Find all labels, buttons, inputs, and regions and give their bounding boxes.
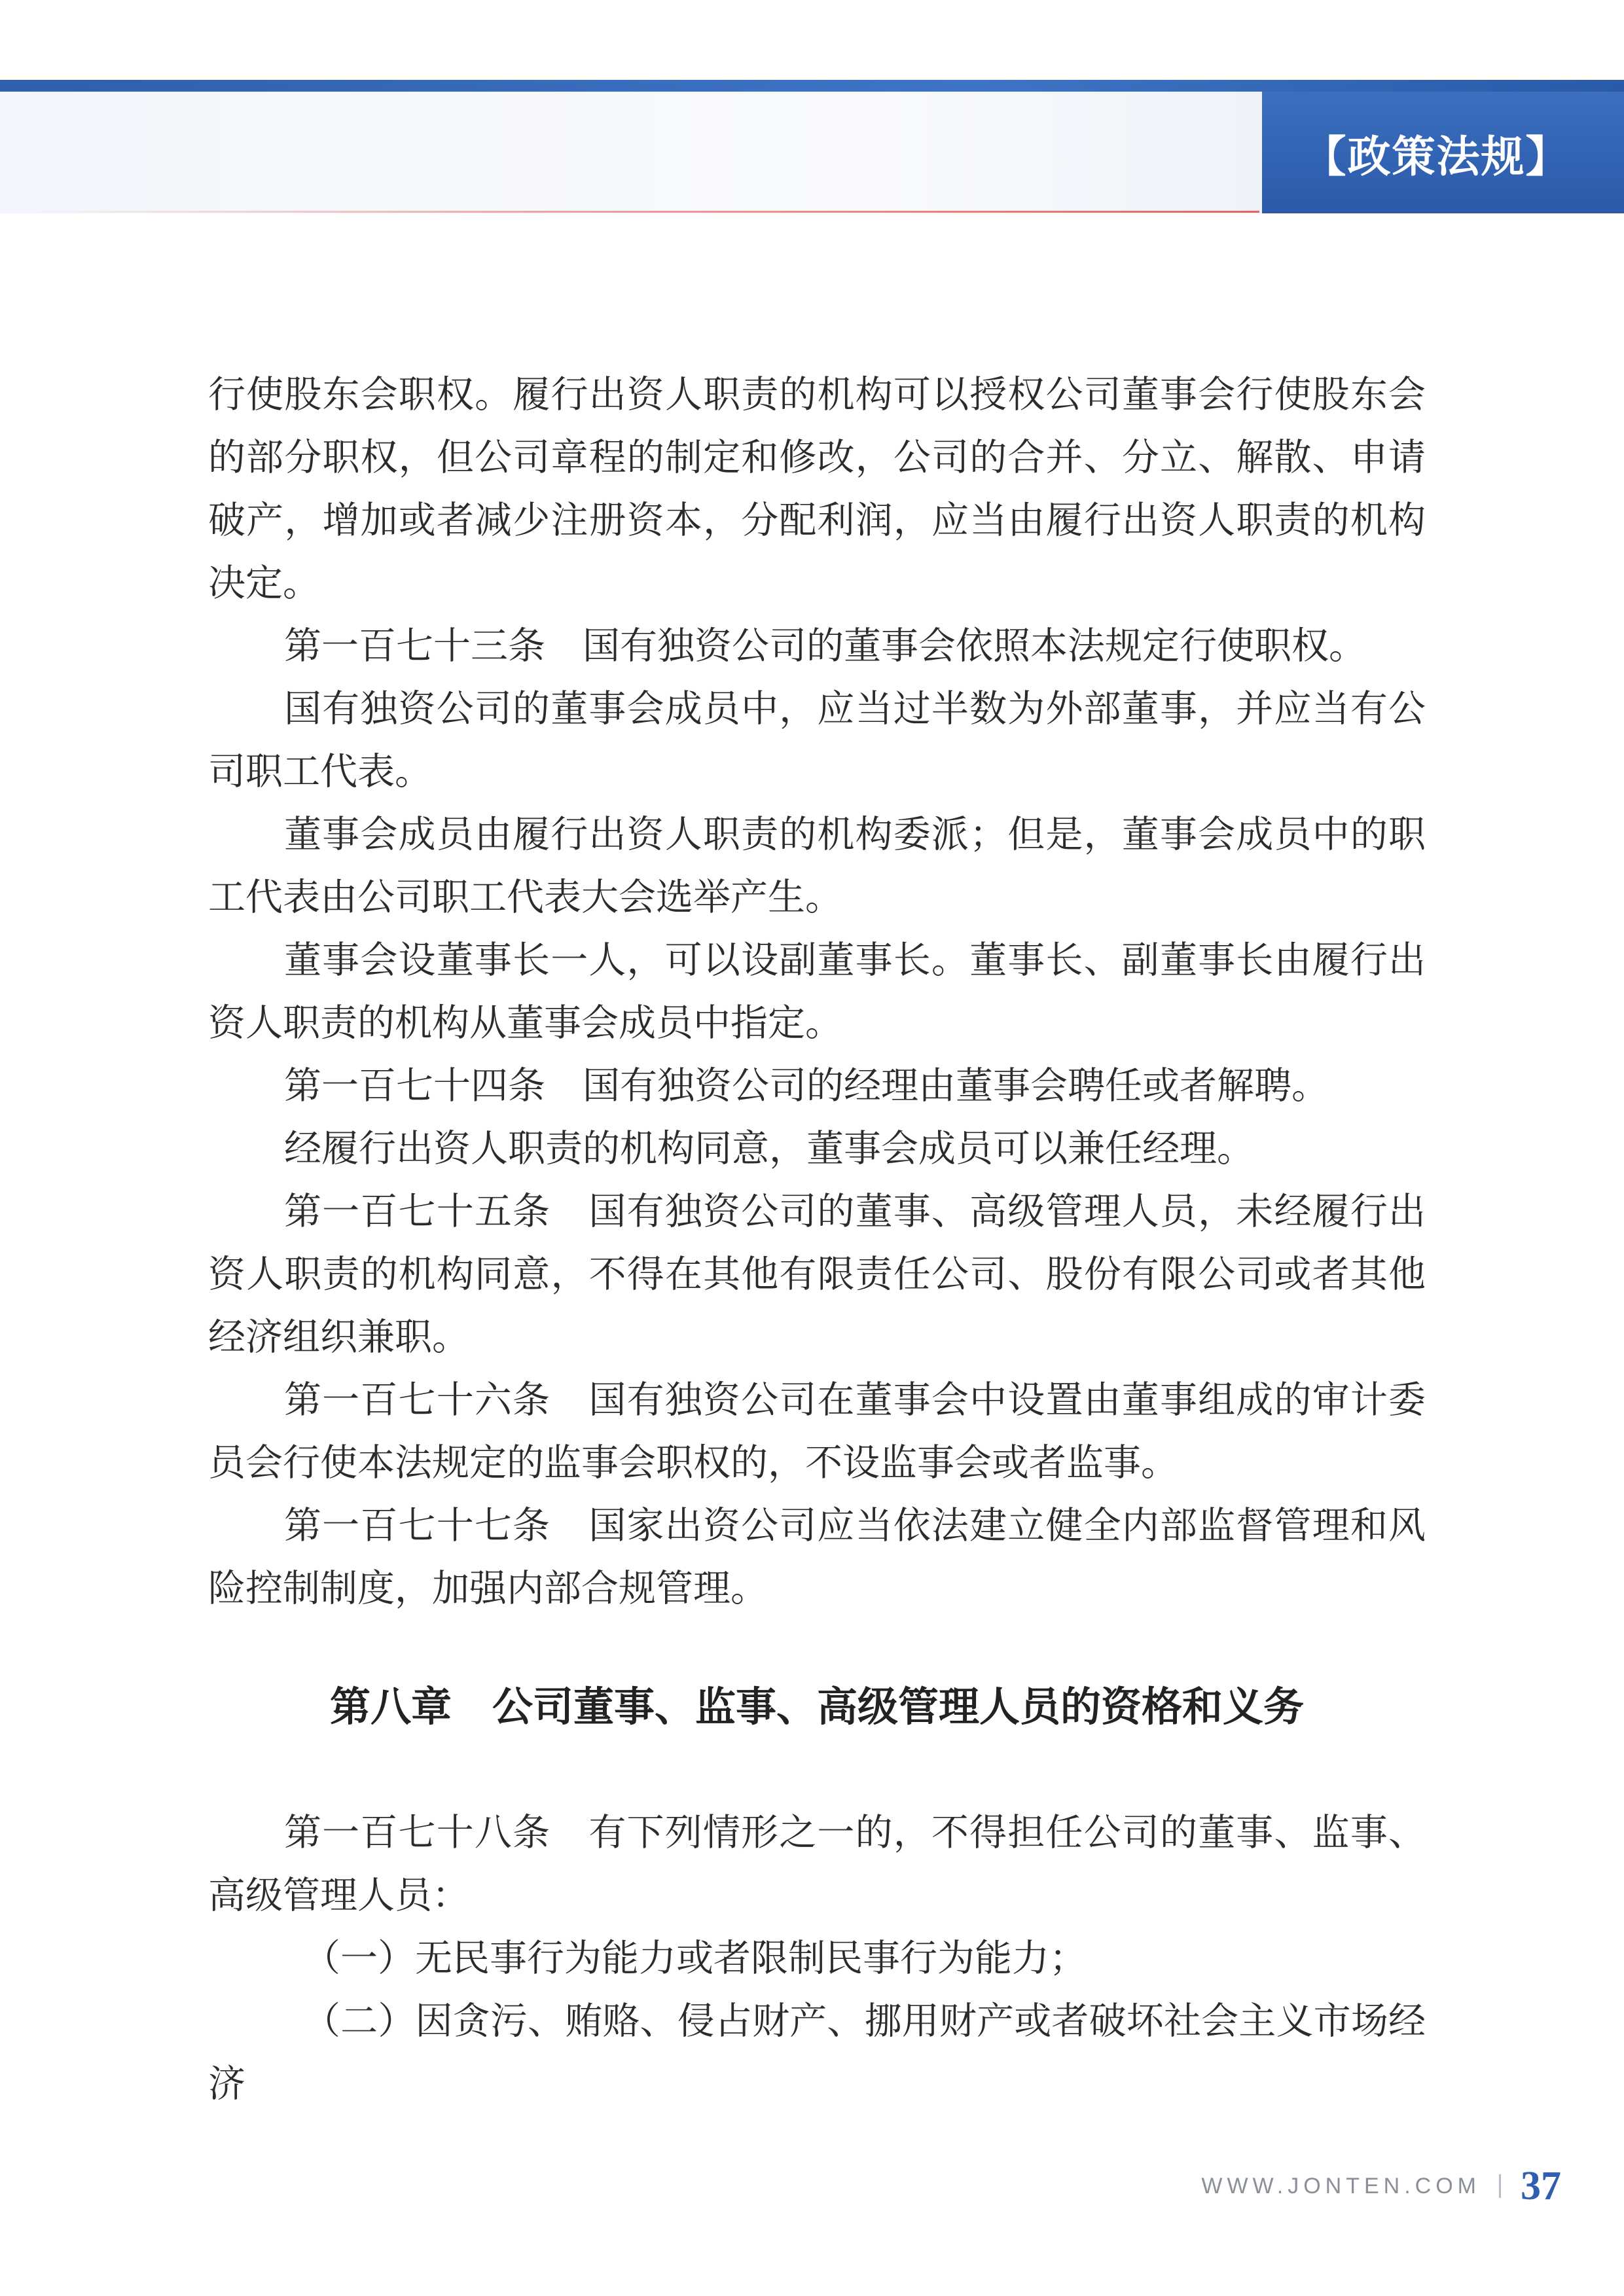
article-body-chapter-8: [208, 1801, 1426, 2115]
article-173: 第一百七十三条 国有独资公司的董事会依照本法规定行使职权。: [284, 624, 1366, 668]
footer-separator: [1499, 2174, 1501, 2198]
website-link[interactable]: WWW.JONTEN.COM: [1201, 2173, 1481, 2198]
list-item: （二）因贪污、贿赂、侵占财产、挪用财产或者破坏社会主义市场经济: [208, 2000, 1426, 2106]
page-number: 37: [1521, 2163, 1561, 2208]
paragraph-continued: 行使股东会职权。履行出资人职责的机构可以授权公司董事会行使股东会的部分职权，但公司章程的制定和修改，公司的合并、分立、解散、申请破产，增加或者减少注册资本，分配利润，应当由履行出资人职责的机构决定。: [208, 373, 1426, 605]
header-divider: [26, 211, 1259, 213]
paragraph: 国有独资公司的董事会成员中，应当过半数为外部董事，并应当有公司职工代表。: [208, 687, 1426, 793]
article-177: 第一百七十七条 国家出资公司应当依法建立健全内部监督管理和风险控制制度，加强内部合规管理。: [208, 1504, 1426, 1610]
paragraph: 董事会成员由履行出资人职责的机构委派；但是，董事会成员中的职工代表由公司职工代表大会选举产生。: [208, 813, 1426, 919]
article-176: 第一百七十六条 国有独资公司在董事会中设置由董事组成的审计委员会行使本法规定的监事会职权的，不设监事会或者监事。: [208, 1378, 1426, 1484]
article-178: 第一百七十八条 有下列情形之一的，不得担任公司的董事、监事、高级管理人员：: [208, 1811, 1426, 1917]
header-top-band: [0, 80, 1624, 92]
article-174: 第一百七十四条 国有独资公司的经理由董事会聘任或者解聘。: [284, 1064, 1329, 1107]
section-tag: 【政策法规】: [1262, 92, 1624, 213]
article-175: 第一百七十五条 国有独资公司的董事、高级管理人员，未经履行出资人职责的机构同意，不得在其他有限责任公司、股份有限公司或者其他经济组织兼职。: [208, 1190, 1426, 1359]
article-body: [208, 363, 1426, 1620]
list-item: （一）无民事行为能力或者限制民事行为能力；: [303, 1937, 1087, 1980]
paragraph: 经履行出资人职责的机构同意，董事会成员可以兼任经理。: [284, 1127, 1254, 1170]
page-footer: [1201, 2160, 1561, 2212]
header-panel: [0, 92, 1262, 213]
chapter-title: 第八章 公司董事、监事、高级管理人员的资格和义务: [329, 1683, 1304, 1731]
paragraph: 董事会设董事长一人，可以设副董事长。董事长、副董事长由履行出资人职责的机构从董事会成员中指定。: [208, 939, 1426, 1045]
